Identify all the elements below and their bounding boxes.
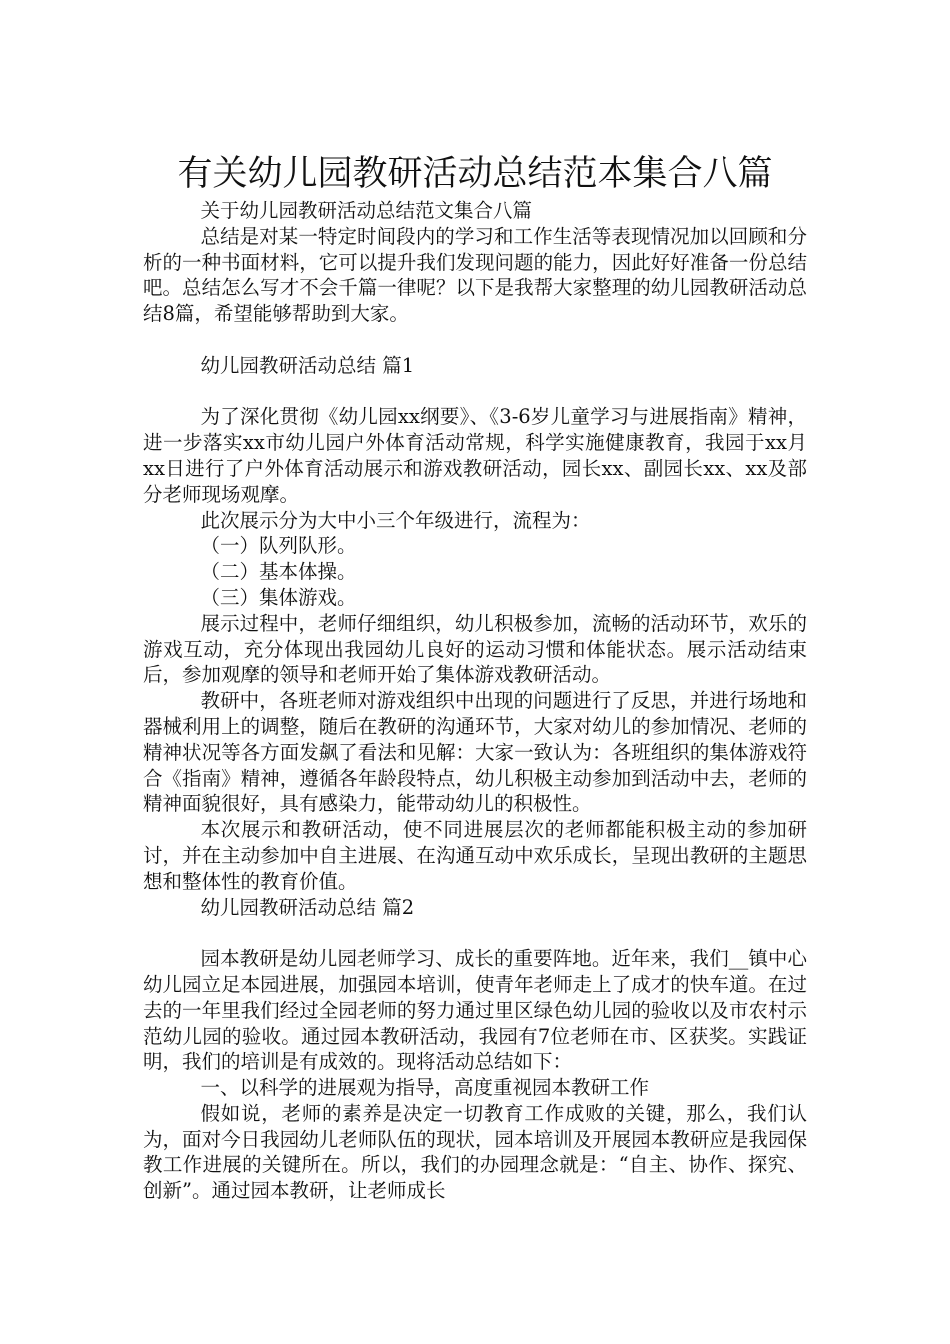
body-paragraph: 教研中，各班老师对游戏组织中出现的问题进行了反思，并进行场地和器械利用上的调整，随后在教研的沟通环节，大家对幼儿的参加情况、老师的精神状况等各方面发飙了看法和见解：大家一致认为：各班组织的集体游戏符合《指南》精神，遵循各年龄段特点，幼儿积极主动参加到活动中去，老师的精神面貌很好，具有感染力，能带动幼儿的积极性。 [143,689,807,816]
body-paragraph: 展示过程中，老师仔细组织，幼儿积极参加，流畅的活动环节，欢乐的游戏互动，充分体现出我园幼儿良好的运动习惯和体能状态。展示活动结束后，参加观摩的领导和老师开始了集体游戏教研活动。 [143,611,807,687]
list-item: （一）队列队形。 [200,534,357,558]
body-paragraph: 园本教研是幼儿园老师学习、成长的重要阵地。近年来，我们__镇中心幼儿园立足本园进展，加强园本培训，使青年老师走上了成才的快车道。在过去的一年里我们经过全园老师的努力通过里区绿色幼儿园的验收以及市农村示范幼儿园的验收。通过园本教研活动，我园有7位老师在市、区获奖。实践证明，我们的培训是有成效的。现将活动总结如下： [143,947,807,1074]
body-paragraph: 本次展示和教研活动，使不同进展层次的老师都能积极主动的参加研讨，并在主动参加中自主进展、在沟通互动中欢乐成长，呈现出教研的主题思想和整体性的教育价值。 [143,818,807,893]
section-heading-1: 幼儿园教研活动总结 篇1 [200,353,415,377]
subtitle-paragraph: 关于幼儿园教研活动总结范文集合八篇 [200,199,533,222]
subsection-heading: 一、以科学的进展观为指导，高度重视园本教研工作 [200,1076,650,1100]
body-paragraph: 为了深化贯彻《幼儿园xx纲要》、《3-6岁儿童学习与进展指南》精神，进一步落实xx市幼儿园户外体育活动常规，科学实施健康教育，我园于xx月xx日进行了户外体育活动展示和游戏教研活动，园长xx、副园长xx、xx及部分老师现场观摩。 [143,405,807,506]
section-heading-2: 幼儿园教研活动总结 篇2 [200,895,415,919]
document-title: 有关幼儿园教研活动总结范本集合八篇 [177,154,773,195]
list-item: （三）集体游戏。 [200,585,357,609]
body-paragraph: 假如说，老师的素养是决定一切教育工作成败的关键，那么，我们认为，面对今日我园幼儿老师队伍的现状，园本培训及开展园本教研应是我园保教工作进展的关键所在。所以，我们的办园理念就是：“自主、协作、探究、创新”。通过园本教研，让老师成长 [143,1101,807,1203]
body-paragraph: 此次展示分为大中小三个年级进行，流程为： [200,508,591,532]
intro-paragraph: 总结是对某一特定时间段内的学习和工作生活等表现情况加以回顾和分析的一种书面材料，它可以提升我们发现问题的能力，因此好好准备一份总结吧。总结怎么写才不会千篇一律呢？以下是我帮大家整理的幼儿园教研活动总结8篇，希望能够帮助到大家。 [143,224,807,326]
list-item: （二）基本体操。 [200,560,357,584]
document-body [143,198,807,1204]
